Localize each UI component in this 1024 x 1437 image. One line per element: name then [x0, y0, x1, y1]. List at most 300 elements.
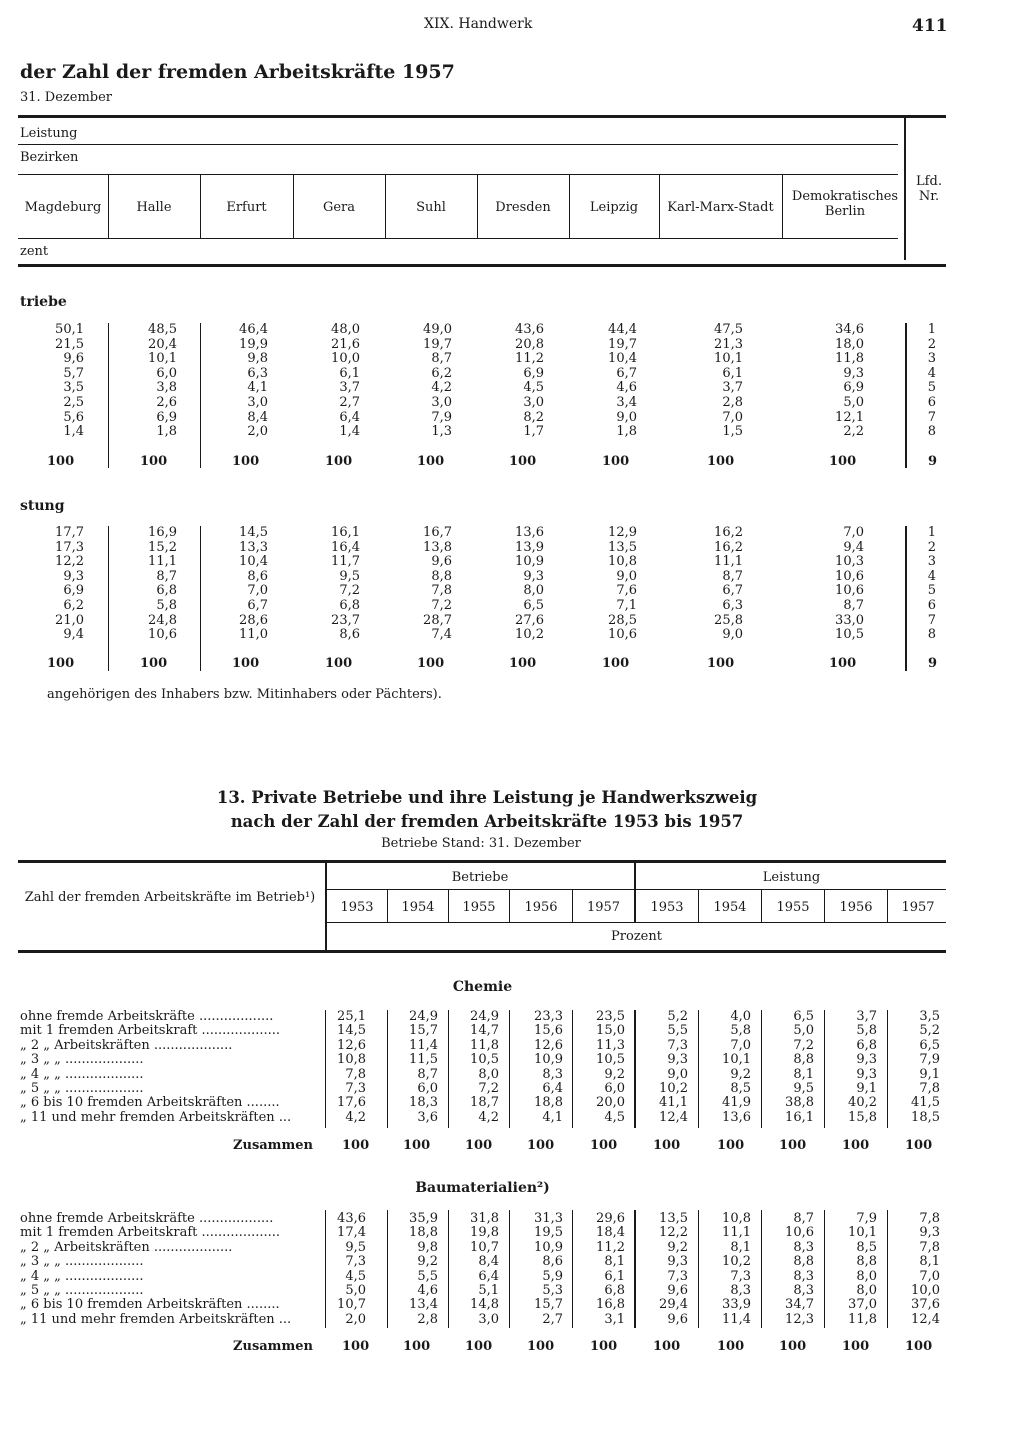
table-cell: 9,3	[667, 1254, 688, 1270]
col-header: Demokratisches Berlin	[791, 189, 899, 219]
table-cell: 8,7	[431, 351, 452, 367]
table-cell: 33,0	[835, 612, 864, 628]
table-cell: 5,0	[843, 394, 864, 410]
header-leistung: Leistung	[20, 126, 78, 141]
table-cell: 18,4	[596, 1225, 625, 1241]
cell: 100	[232, 454, 260, 469]
table-cell: 1,8	[616, 424, 637, 440]
table-cell: 8,7	[156, 568, 177, 584]
table-cell: 7	[927, 409, 936, 425]
table-cell: 4,1	[247, 380, 268, 396]
table-cell: 7	[927, 612, 936, 628]
table-cell: 9,6	[63, 351, 84, 367]
table-cell: 7,9	[856, 1211, 877, 1226]
data-column	[20, 526, 84, 643]
table-cell: 5,8	[156, 597, 177, 613]
table-cell: 34,7	[785, 1297, 814, 1313]
cell: 1957	[586, 900, 621, 915]
data-column	[451, 1212, 499, 1327]
top-table-title: der Zahl der fremden Arbeitskräfte 1957	[20, 61, 455, 83]
table-cell: 18,0	[835, 336, 864, 352]
table-cell: 9,3	[523, 568, 544, 584]
table-cell: 2,7	[542, 1311, 563, 1327]
rule	[761, 1010, 762, 1128]
table-cell: 5,8	[730, 1023, 751, 1039]
rule	[572, 1010, 573, 1128]
table-cell: 10,9	[534, 1239, 563, 1255]
data-column	[827, 1010, 877, 1125]
row-label: „ 11 und mehr fremden Arbeitskräften ...	[20, 1312, 292, 1327]
cell: 100	[47, 454, 75, 469]
stub-header: Zahl der fremden Arbeitskräfte im Betrieb¹)	[24, 890, 316, 905]
table-cell: 8,3	[730, 1282, 751, 1298]
table-cell: 10,8	[722, 1211, 751, 1226]
table-cell: 11,8	[835, 351, 864, 367]
table-cell: 15,7	[409, 1023, 438, 1039]
table-cell: 5,2	[667, 1009, 688, 1024]
table-cell: 6,0	[156, 365, 177, 381]
table-cell: 8,3	[793, 1239, 814, 1255]
table-cell: 9,0	[616, 409, 637, 425]
cell: 100	[417, 454, 445, 469]
table-cell: 7,1	[616, 597, 637, 613]
data-column	[784, 323, 864, 440]
data-column	[110, 323, 177, 440]
row-labels	[20, 1010, 320, 1125]
table-cell: 2,5	[63, 394, 84, 410]
table-cell: 5,8	[856, 1023, 877, 1039]
table-cell: 11,4	[409, 1037, 438, 1053]
data-column	[387, 323, 452, 440]
table-cell: 10,0	[331, 351, 360, 367]
table-cell: 13,4	[409, 1297, 438, 1313]
section-label: triebe	[20, 294, 67, 310]
table-cell: 12,4	[911, 1311, 940, 1327]
table-cell: 10,6	[785, 1225, 814, 1241]
cell: 100	[403, 1138, 431, 1153]
table-cell: 27,6	[515, 612, 544, 628]
table-cell: 7,6	[616, 583, 637, 599]
rule	[761, 890, 762, 922]
table-cell: 8,7	[793, 1211, 814, 1226]
table-cell: 12,2	[55, 554, 84, 570]
table-cell: 7,3	[730, 1268, 751, 1284]
table-cell: 9,8	[247, 351, 268, 367]
table-cell: 6,5	[919, 1037, 940, 1053]
lfd-column	[908, 323, 936, 440]
table-cell: 8,6	[339, 627, 360, 643]
table-cell: 10,6	[835, 568, 864, 584]
table-cell: 14,8	[470, 1297, 499, 1313]
rule	[18, 144, 898, 145]
table-cell: 25,8	[714, 612, 743, 628]
table-cell: 17,3	[55, 539, 84, 555]
table-cell: 6,4	[478, 1268, 499, 1284]
cell: 100	[602, 656, 630, 671]
table-cell: 9,3	[856, 1066, 877, 1082]
table-cell: 8,0	[856, 1268, 877, 1284]
table-cell: 47,5	[714, 322, 743, 337]
data-column	[890, 1010, 940, 1125]
table-cell: 10,0	[911, 1282, 940, 1298]
col-header: Dresden	[495, 200, 551, 215]
cell: 100	[717, 1339, 745, 1354]
table-cell: 10,4	[608, 351, 637, 367]
table-cell: 48,5	[148, 322, 177, 337]
rule	[200, 174, 201, 238]
data-column	[571, 323, 637, 440]
table-cell: 1,7	[523, 424, 544, 440]
table-cell: 1	[927, 525, 936, 540]
cell: 1954	[401, 900, 435, 915]
group-title-baumaterialien: Baumaterialien²)	[415, 1180, 550, 1196]
table-cell: 8,5	[730, 1080, 751, 1096]
rule	[824, 1210, 825, 1328]
table-cell: 9,2	[667, 1239, 688, 1255]
table-cell: 7,2	[431, 597, 452, 613]
table-cell: 25,1	[337, 1009, 366, 1024]
table-cell: 10,1	[722, 1052, 751, 1068]
rule	[572, 890, 573, 922]
data-column	[827, 1212, 877, 1327]
data-column	[764, 1010, 814, 1125]
cell: 100	[590, 1339, 618, 1354]
cell: 100	[342, 1138, 370, 1153]
page-number: 411	[912, 16, 948, 36]
table-cell: 24,9	[409, 1009, 438, 1024]
table-cell: 8,1	[604, 1254, 625, 1270]
table-cell: 4	[927, 365, 936, 381]
rule	[448, 890, 449, 922]
table-cell: 3,4	[616, 394, 637, 410]
cell: 100	[707, 454, 735, 469]
table-cell: 6,9	[156, 409, 177, 425]
cell: 100	[602, 454, 630, 469]
table-cell: 8,6	[542, 1254, 563, 1270]
table-cell: 18,7	[470, 1095, 499, 1111]
table-cell: 3,6	[417, 1109, 438, 1125]
table-cell: 6,9	[523, 365, 544, 381]
row-label: mit 1 fremden Arbeitskraft ...................	[20, 1226, 281, 1241]
table-cell: 6,2	[431, 365, 452, 381]
table-cell: 17,7	[55, 525, 84, 540]
data-column	[329, 1010, 366, 1125]
rule	[325, 1010, 326, 1128]
table-cell: 3	[927, 554, 936, 570]
table-cell: 1,5	[722, 424, 743, 440]
table-cell: 2	[927, 539, 936, 555]
data-column	[479, 323, 544, 440]
cell: 1953	[650, 900, 684, 915]
table-cell: 4,6	[616, 380, 637, 396]
table-cell: 11,3	[596, 1037, 625, 1053]
table-cell: 3,7	[856, 1009, 877, 1024]
rule	[385, 174, 386, 238]
data-column	[661, 323, 743, 440]
cell: Zusammen	[233, 1339, 313, 1354]
row-label: „ 11 und mehr fremden Arbeitskräften ...	[20, 1110, 292, 1125]
table-cell: 40,2	[848, 1095, 877, 1111]
table-cell: 8,1	[919, 1254, 940, 1270]
row-label: „ 6 bis 10 fremden Arbeitskräften ........	[20, 1298, 280, 1313]
cell: 100	[779, 1138, 807, 1153]
table-cell: 4,5	[345, 1268, 366, 1284]
table-cell: 10,9	[534, 1052, 563, 1068]
table-cell: 2,7	[339, 394, 360, 410]
table-cell: 5,7	[63, 365, 84, 381]
table-cell: 10,2	[659, 1080, 688, 1096]
top-table-subtitle: 31. Dezember	[20, 90, 113, 105]
cell: 100	[829, 656, 857, 671]
table-cell: 10,3	[835, 554, 864, 570]
table-cell: 9,6	[667, 1282, 688, 1298]
table-cell: 6,9	[843, 380, 864, 396]
table-cell: 2,8	[417, 1311, 438, 1327]
row-label: „ 6 bis 10 fremden Arbeitskräften ........	[20, 1096, 280, 1111]
col-header: Suhl	[416, 200, 446, 215]
table-cell: 33,9	[722, 1297, 751, 1313]
rule	[108, 323, 109, 468]
table-cell: 1,4	[339, 424, 360, 440]
table-cell: 7,0	[722, 409, 743, 425]
table-cell: 6,7	[247, 597, 268, 613]
rule	[293, 174, 294, 238]
table-cell: 5,6	[63, 409, 84, 425]
table-cell: 8,0	[523, 583, 544, 599]
table-cell: 2,0	[345, 1311, 366, 1327]
table-cell: 10,6	[608, 627, 637, 643]
table-cell: 15,8	[848, 1109, 877, 1125]
table-cell: 38,8	[785, 1095, 814, 1111]
table-cell: 5,1	[478, 1282, 499, 1298]
rule	[887, 1210, 888, 1328]
table-cell: 6,9	[63, 583, 84, 599]
table-cell: 31,3	[534, 1211, 563, 1226]
table-cell: 3,8	[156, 380, 177, 396]
cell: 1957	[901, 900, 935, 915]
table-cell: 19,9	[239, 336, 268, 352]
table-cell: 11,5	[409, 1052, 438, 1068]
table-cell: 11,2	[596, 1239, 625, 1255]
row-label: „ 2 „ Arbeitskräften ...................	[20, 1038, 233, 1053]
table-cell: 17,4	[337, 1225, 366, 1241]
table-cell: 5,5	[667, 1023, 688, 1039]
table-cell: 13,8	[423, 539, 452, 555]
rule	[634, 1210, 636, 1328]
table-cell: 7,2	[793, 1037, 814, 1053]
table-cell: 16,2	[714, 525, 743, 540]
table-cell: 7,8	[919, 1211, 940, 1226]
cell: 9	[928, 454, 938, 469]
table-cell: 8,0	[856, 1282, 877, 1298]
running-header: XIX. Handwerk	[424, 16, 533, 32]
table-cell: 7,3	[667, 1037, 688, 1053]
table-cell: 7,8	[919, 1239, 940, 1255]
table-cell: 43,6	[337, 1211, 366, 1226]
cell: 100	[829, 454, 857, 469]
table-cell: 6,1	[339, 365, 360, 381]
table-cell: 9,4	[63, 627, 84, 643]
cell: 100	[590, 1138, 618, 1153]
table-cell: 7,9	[431, 409, 452, 425]
table-cell: 10,5	[835, 627, 864, 643]
table-cell: 15,6	[534, 1023, 563, 1039]
table-cell: 10,4	[239, 554, 268, 570]
table-cell: 6,1	[722, 365, 743, 381]
data-column	[202, 323, 268, 440]
table-cell: 8,7	[843, 597, 864, 613]
table-cell: 7,4	[431, 627, 452, 643]
rule	[698, 1210, 699, 1328]
table-cell: 7,8	[919, 1080, 940, 1096]
table-cell: 11,1	[148, 554, 177, 570]
table-cell: 3	[927, 351, 936, 367]
table-cell: 29,4	[659, 1297, 688, 1313]
rule	[782, 174, 783, 238]
table-cell: 14,5	[239, 525, 268, 540]
table-cell: 50,1	[55, 322, 84, 337]
rule	[698, 1010, 699, 1128]
table13-subtitle: Betriebe Stand: 31. Dezember	[381, 836, 581, 851]
table-cell: 13,3	[239, 539, 268, 555]
table-cell: 15,7	[534, 1297, 563, 1313]
table-cell: 4	[927, 568, 936, 584]
data-column	[451, 1010, 499, 1125]
table-cell: 9,0	[722, 627, 743, 643]
table-cell: 20,0	[596, 1095, 625, 1111]
table-cell: 5	[927, 583, 936, 599]
table-cell: 16,9	[148, 525, 177, 540]
table-cell: 12,9	[608, 525, 637, 540]
table-cell: 9,5	[793, 1080, 814, 1096]
table-cell: 8,1	[793, 1066, 814, 1082]
table-cell: 3,7	[339, 380, 360, 396]
rule	[108, 526, 109, 671]
cell: 100	[465, 1339, 493, 1354]
table-cell: 6,5	[523, 597, 544, 613]
table-cell: 3,7	[722, 380, 743, 396]
table-cell: 4,2	[478, 1109, 499, 1125]
group-leistung: Leistung	[762, 870, 821, 885]
data-column	[890, 1212, 940, 1327]
row-label: „ 3 „ „ ...................	[20, 1053, 144, 1068]
col-header: Gera	[322, 200, 356, 215]
table-cell: 8,1	[730, 1239, 751, 1255]
table-cell: 3,0	[478, 1311, 499, 1327]
table-cell: 18,3	[409, 1095, 438, 1111]
rule	[887, 890, 888, 922]
table-cell: 23,3	[534, 1009, 563, 1024]
table-cell: 46,4	[239, 322, 268, 337]
table-cell: 11,8	[848, 1311, 877, 1327]
table-cell: 8,7	[722, 568, 743, 584]
table-cell: 24,8	[148, 612, 177, 628]
lfd-header: Lfd. Nr.	[916, 174, 942, 204]
table-cell: 8	[927, 627, 936, 643]
table-cell: 12,3	[785, 1311, 814, 1327]
table-cell: 6,3	[722, 597, 743, 613]
table-cell: 21,5	[55, 336, 84, 352]
footnote: angehörigen des Inhabers bzw. Mitinhabers oder Pächters).	[47, 687, 442, 702]
cell: 100	[342, 1339, 370, 1354]
table-cell: 10,2	[515, 627, 544, 643]
rule	[200, 526, 201, 671]
table-cell: 5,0	[793, 1023, 814, 1039]
table-cell: 43,6	[515, 322, 544, 337]
table-cell: 8,8	[793, 1052, 814, 1068]
data-column	[701, 1212, 751, 1327]
rule	[761, 1210, 762, 1328]
table-cell: 3,0	[431, 394, 452, 410]
table-cell: 10,5	[596, 1052, 625, 1068]
table-cell: 6,7	[722, 583, 743, 599]
cell: 100	[47, 656, 75, 671]
table-cell: 6	[927, 597, 936, 613]
data-column	[390, 1010, 438, 1125]
table-cell: 6,0	[604, 1080, 625, 1096]
rule	[200, 323, 201, 468]
table-cell: 13,5	[608, 539, 637, 555]
table-cell: 12,6	[337, 1037, 366, 1053]
row-label: ohne fremde Arbeitskräfte ..................	[20, 1212, 274, 1226]
table-cell: 18,5	[911, 1109, 940, 1125]
table-cell: 7,0	[730, 1037, 751, 1053]
table-cell: 15,0	[596, 1023, 625, 1039]
col-header: Karl-Marx-Stadt	[667, 200, 774, 215]
rule	[327, 889, 946, 890]
table-cell: 21,6	[331, 336, 360, 352]
table-cell: 1,3	[431, 424, 452, 440]
table-cell: 3,5	[919, 1009, 940, 1024]
table-cell: 8,3	[793, 1268, 814, 1284]
cell: 100	[325, 656, 353, 671]
cell: 100	[905, 1339, 933, 1354]
table-cell: 4,2	[431, 380, 452, 396]
rule	[634, 1010, 636, 1128]
table-cell: 3,0	[523, 394, 544, 410]
row-label: „ 4 „ „ ...................	[20, 1067, 144, 1082]
cell: 100	[717, 1138, 745, 1153]
row-label: „ 3 „ „ ...................	[20, 1255, 144, 1270]
rule	[509, 890, 510, 922]
table-cell: 1,8	[156, 424, 177, 440]
table-cell: 11,1	[714, 554, 743, 570]
top-rule	[18, 115, 946, 118]
table-cell: 28,7	[423, 612, 452, 628]
table-cell: 23,5	[596, 1009, 625, 1024]
table-cell: 16,2	[714, 539, 743, 555]
table-cell: 8,8	[793, 1254, 814, 1270]
table-cell: 11,8	[470, 1037, 499, 1053]
table-cell: 9,2	[604, 1066, 625, 1082]
rule	[905, 526, 907, 671]
table-cell: 13,9	[515, 539, 544, 555]
data-column	[110, 526, 177, 643]
table-cell: 37,6	[911, 1297, 940, 1313]
cell: 100	[417, 656, 445, 671]
rule	[569, 174, 570, 238]
table-cell: 7,9	[919, 1052, 940, 1068]
table-cell: 4,6	[417, 1282, 438, 1298]
rule	[887, 1010, 888, 1128]
data-column	[387, 526, 452, 643]
table13-title-line1: 13. Private Betriebe und ihre Leistung je Handwerkszweig	[216, 788, 758, 807]
table-cell: 13,5	[659, 1211, 688, 1226]
data-column	[701, 1010, 751, 1125]
table-cell: 9,2	[730, 1066, 751, 1082]
table-cell: 8,3	[793, 1282, 814, 1298]
table-cell: 49,0	[423, 322, 452, 337]
